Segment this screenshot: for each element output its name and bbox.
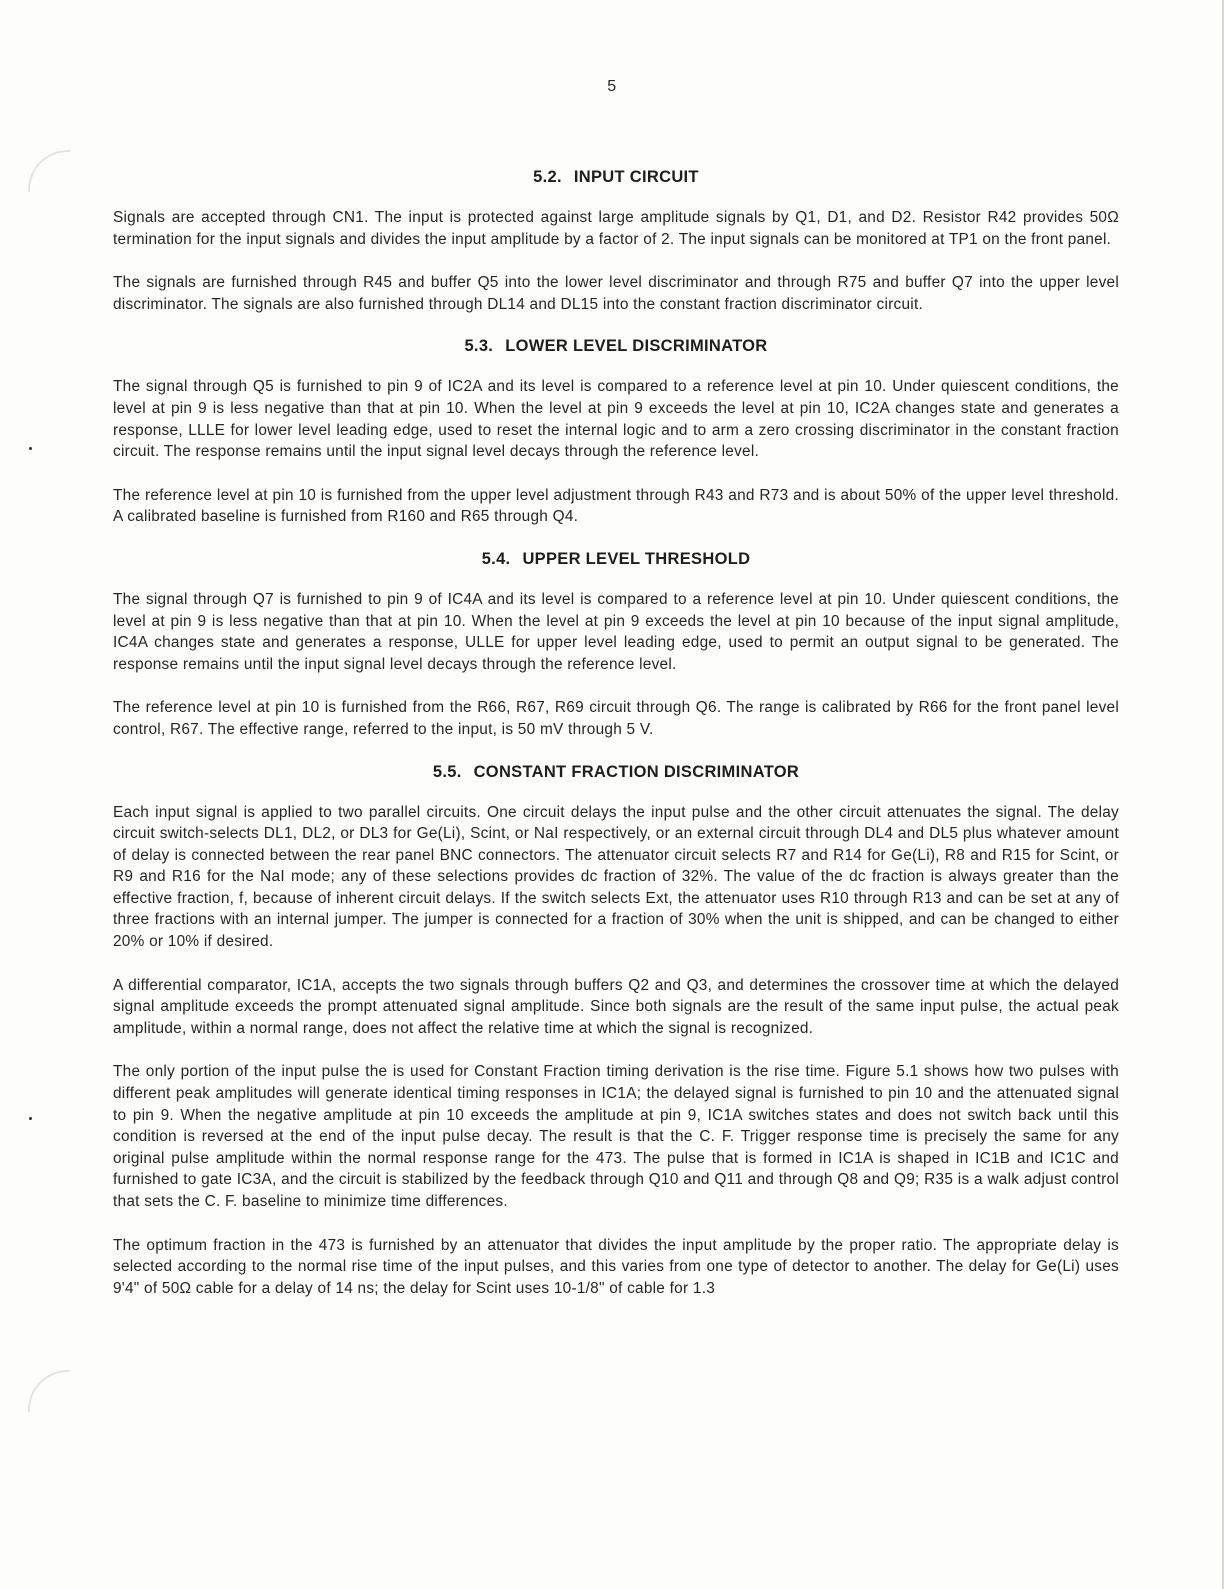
section-heading: 5.4. UPPER LEVEL THRESHOLD: [481, 549, 751, 568]
paragraph: Each input signal is applied to two parallel circuits. One circuit delays the input pulse and the other circuit attenuates the signal. The delay circuit switch-selects DL1, DL2, or DL3 for Ge(Li), Scint, or NaI respectively, or an external circuit through DL4 and DL5 plus whatever amount of delay is connected between the rear panel BNC connectors. The attenuator circuit selects R7 and R14 for Ge(Li), R8 and R15 for Scint, or R9 and R16 for the NaI mode; any of these selections provides dc fraction of 32%. The value of the dc fraction is always greater than the effective fraction, f, because of inherent circuit delays. If the switch selects Ext, the attenuator uses R10 through R13 and can be set at any of three fractions with an internal jumper. The jumper is connected for a fraction of 30% when the unit is shipped, and can be changed to either 20% or 10% if desired.: [113, 803, 1119, 951]
section-heading: 5.2. INPUT CIRCUIT: [533, 168, 699, 186]
paragraph: The reference level at pin 10 is furnished from the upper level adjustment through R43 and R73 and is about 50% of the upper level threshold. A calibrated baseline is furnished from R160 and R65 through Q4.: [113, 486, 1119, 526]
paragraph: Signals are accepted through CN1. The input is protected against large amplitude signals by Q1, D1, and D2. Resistor R42 provides 50Ω termination for the input signals and divides the input amplitude by a factor of 2. The input signals can be monitored at TP1 on the front panel.: [113, 209, 1119, 248]
paragraph: The signals are furnished through R45 and buffer Q5 into the lower level discriminator and through R75 and buffer Q7 into the upper level discriminator. The signals are also furnished through DL14 and DL15 into the constant fraction discriminator circuit.: [113, 274, 1119, 313]
paragraph: The reference level at pin 10 is furnished from the R66, R67, R69 circuit through Q6. The range is calibrated by R66 for the front panel level control, R67. The effective range, referred to the input, is 50 mV through 5 V.: [113, 699, 1119, 738]
section-upper-level-threshold: [113, 550, 1119, 741]
document-body: [113, 168, 1119, 1321]
paragraph: A differential comparator, IC1A, accepts the two signals through buffers Q2 and Q3, and determines the crossover time at which the delayed signal amplitude exceeds the prompt attenuated signal amplitude. Since both signals are the result of the same input pulse, the actual peak amplitude, within a normal range, does not affect the relative time at which the signal is recognized.: [113, 976, 1119, 1037]
paragraph: The signal through Q7 is furnished to pin 9 of IC4A and its level is compared to a reference level at pin 10. Under quiescent conditions, the level at pin 9 is less negative than that at pin 10. When the level at pin 9 exceeds the level at pin 10 because of the input signal amplitude, IC4A changes state and generates a response, ULLE for upper level leading edge, used to permit an output signal to be generated. The response remains until the input signal level decays through the reference level.: [113, 590, 1119, 673]
paragraph: The signal through Q5 is furnished to pin 9 of IC2A and its level is compared to a reference level at pin 10. Under quiescent conditions, the level at pin 9 is less negative than that at pin 10. When the level at pin 9 exceeds the level at pin 10, IC2A changes state and generates a response, LLLE for lower level leading edge, used to reset the internal logic and to arm a zero crossing discriminator in the constant fraction circuit. The response remains until the input signal level decays through the reference level.: [113, 378, 1119, 461]
section-heading: 5.3. LOWER LEVEL DISCRIMINATOR: [464, 337, 768, 356]
paragraph: The optimum fraction in the 473 is furnished by an attenuator that divides the input amplitude by the proper ratio. The appropriate delay is selected according to the normal rise time of the input pulses, and this varies from one type of detector to another. The delay for Ge(Li) uses 9'4" of 50Ω cable for a delay of 14 ns; the delay for Scint uses 10-1/8" of cable for 1.3: [113, 1236, 1119, 1297]
margin-dot: [29, 447, 32, 450]
section-lower-level-discriminator: [113, 337, 1119, 528]
margin-dot: [29, 1117, 32, 1120]
punch-hole-mark: [28, 1370, 70, 1412]
punch-hole-mark: [28, 150, 70, 192]
section-heading: 5.5. CONSTANT FRACTION DISCRIMINATOR: [432, 762, 800, 781]
section-input-circuit: [113, 168, 1119, 315]
paragraph: The only portion of the input pulse the is used for Constant Fraction timing derivation is the rise time. Figure 5.1 shows how two pulses with different peak amplitudes will generate identical timing responses in IC1A; the delayed signal is furnished to pin 10 and the attenuated signal to pin 9. When the negative amplitude at pin 10 exceeds the amplitude at pin 9, IC1A switches states and does not switch back until this condition is reversed at the end of the input pulse decay. The result is that the C. F. Trigger response time is precisely the same for any original pulse amplitude within the normal response range for the 473. The pulse that is formed in IC1A is shaped in IC1B and IC1C and furnished to gate IC3A, and the circuit is stabilized by the feedback through Q10 and Q11 and through Q8 and Q9; R35 is a walk adjust control that sets the C. F. baseline to minimize time differences.: [113, 1063, 1119, 1210]
section-constant-fraction-discriminator: [113, 763, 1119, 1300]
page-number: 5: [607, 78, 617, 95]
